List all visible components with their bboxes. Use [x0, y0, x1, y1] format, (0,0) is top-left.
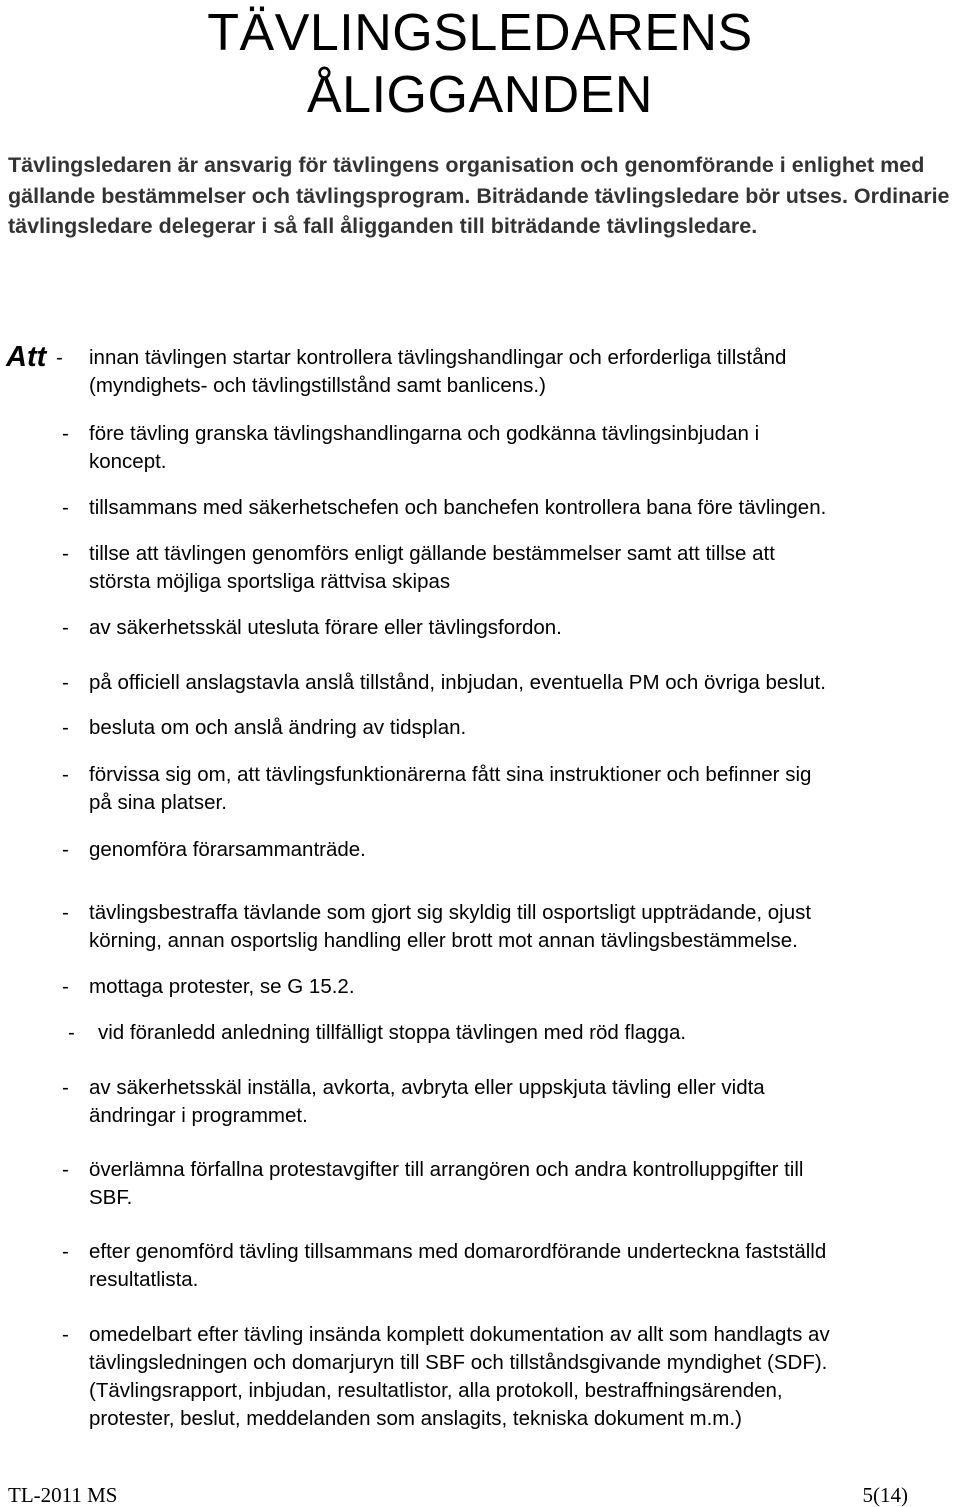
list-item-text: vid föranledd anledning tillfälligt stoppa tävlingen med röd flagga.	[98, 1021, 687, 1044]
document-title-line-2: ÅLIGGANDEN	[307, 66, 653, 124]
list-dash: -	[62, 716, 69, 739]
list-item-text: överlämna förfallna protestavgifter till arrangören och andra kontrolluppgifter till SBF.	[89, 1158, 804, 1209]
list-item	[62, 761, 956, 817]
list-item-text: genomföra förarsammanträde.	[89, 838, 366, 861]
footer-page-number: 5(14)	[862, 1483, 908, 1507]
list-dash: -	[62, 763, 69, 786]
list-item	[62, 899, 956, 955]
list-dash: -	[62, 1076, 69, 1099]
list-item	[62, 494, 956, 522]
list-item	[62, 973, 956, 1001]
list-item	[62, 1156, 956, 1212]
list-item-text: omedelbart efter tävling insända komplett dokumentation av allt som handlagts av tävlingsledningen och domarjuryn till SBF och tillståndsgivande myndighet (SDF). (Tävlingsrapport, inbjudan, resultatlistor, alla protokoll, bestraffningsärenden, protester, beslut, meddelanden som anslagits, tekniska dokument m.m.)	[89, 1323, 830, 1430]
footer-document-code: TL-2011 MS	[8, 1483, 118, 1507]
list-item-text: tävlingsbestraffa tävlande som gjort sig skyldig till osportsligt uppträdande, ojust körning, annan osportslig handling eller brott mot annan tävlingsbestämmelse.	[89, 901, 812, 952]
list-dash: -	[68, 1021, 75, 1044]
list-item	[62, 420, 956, 476]
list-dash: -	[62, 496, 69, 519]
list-dash: -	[62, 1323, 69, 1346]
list-item	[62, 1074, 956, 1130]
list-dash: -	[56, 346, 63, 369]
list-item-text: innan tävlingen startar kontrollera tävlingshandlingar och erforderliga tillstånd (myndighets- och tävlingstillstånd samt banlicens.)	[89, 346, 787, 397]
list-item-text: av säkerhetsskäl inställa, avkorta, avbryta eller uppskjuta tävling eller vidta ändringar i programmet.	[89, 1076, 765, 1127]
list-item-text: tillsammans med säkerhetschefen och banchefen kontrollera bana före tävlingen.	[89, 496, 827, 519]
list-dash: -	[62, 542, 69, 565]
list-dash: -	[62, 671, 69, 694]
list-item	[62, 1238, 956, 1294]
list-dash: -	[62, 1158, 69, 1181]
list-item	[56, 344, 956, 400]
list-item	[62, 669, 956, 697]
list-dash: -	[62, 616, 69, 639]
list-item	[68, 1019, 956, 1047]
intro-paragraph: Tävlingsledaren är ansvarig för tävlingens organisation och genomförande i enlighet med gällande bestämmelser och tävlingsprogram. Biträdande tävlingsledare bör utses. Ordinarie tävlingsledare delegerar i så fall åligganden till biträdande tävlingsledare.	[8, 153, 950, 238]
list-dash: -	[62, 901, 69, 924]
list-item	[62, 540, 956, 596]
list-item-text: på officiell anslagstavla anslå tillstånd, inbjudan, eventuella PM och övriga beslut.	[89, 671, 826, 694]
list-item	[62, 714, 956, 742]
list-dash: -	[62, 975, 69, 998]
list-item-text: besluta om och anslå ändring av tidsplan.	[89, 716, 467, 739]
list-item-text: förvissa sig om, att tävlingsfunktionärerna fått sina instruktioner och befinner sig på sina platser.	[89, 763, 812, 814]
list-item-text: mottaga protester, se G 15.2.	[89, 975, 355, 998]
list-item	[62, 614, 956, 642]
list-dash: -	[62, 1240, 69, 1263]
list-item	[62, 836, 956, 864]
list-item	[62, 1321, 956, 1433]
list-item-text: tillse att tävlingen genomförs enligt gällande bestämmelser samt att tillse att största möjliga sportsliga rättvisa skipas	[89, 542, 775, 593]
att-label: Att	[6, 341, 47, 373]
list-dash: -	[62, 422, 69, 445]
document-title-line-1: TÄVLINGSLEDARENS	[207, 4, 753, 62]
list-item-text: av säkerhetsskäl utesluta förare eller tävlingsfordon.	[89, 616, 562, 639]
list-item-text: före tävling granska tävlingshandlingarna och godkänna tävlingsinbjudan i koncept.	[89, 422, 760, 473]
list-item-text: efter genomförd tävling tillsammans med domarordförande underteckna fastställd resultatlista.	[89, 1240, 827, 1291]
list-dash: -	[62, 838, 69, 861]
